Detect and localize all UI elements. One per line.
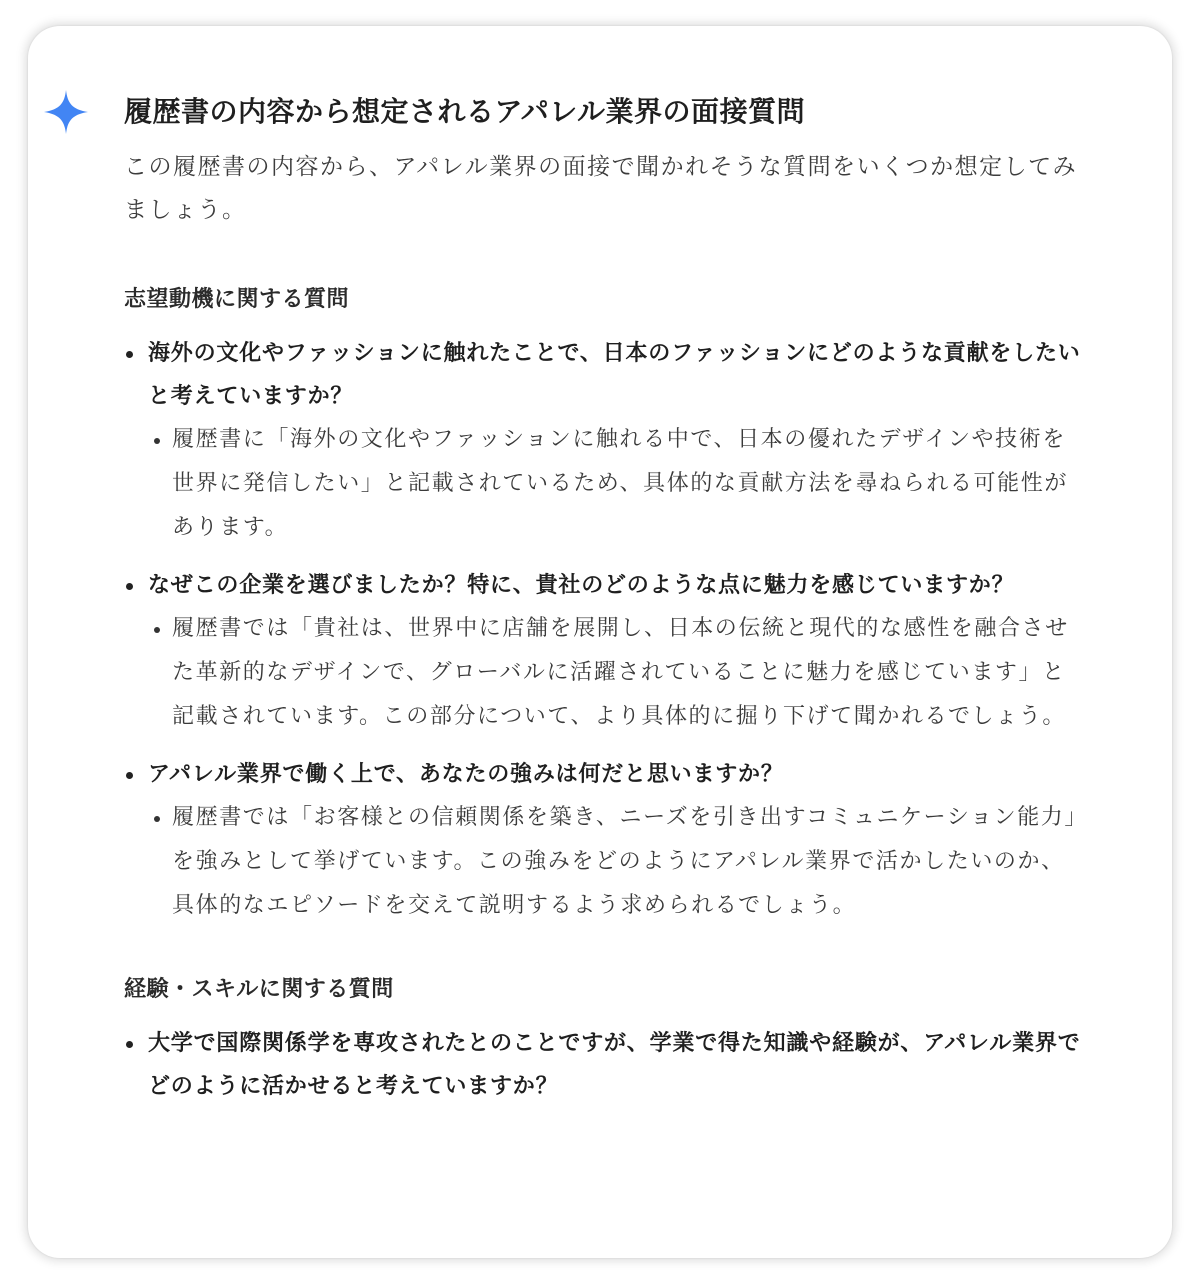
question-text: アパレル業界で働く上で、あなたの強みは何だと思いますか？ <box>148 762 784 787</box>
section-heading: 志望動機に関する質問 <box>124 287 350 312</box>
question-text: 大学で国際関係学を専攻されたとのことですが、学業で得た知識や経験が、アパレル業界でどのように活かせると考えていますか？ <box>148 1031 1081 1099</box>
question-text: 海外の文化やファッションに触れたことで、日本のファッションにどのような貢献をしたいと考えていますか？ <box>148 341 1081 409</box>
sparkle-icon <box>44 90 88 134</box>
note-list <box>148 418 1084 550</box>
section-heading: 経験・スキルに関する質問 <box>124 977 394 1002</box>
note-item <box>148 418 1084 550</box>
note-text: 履歴書では「お客様との信頼関係を築き、ニーズを引き出すコミュニケーション能力」を強みとして挙げています。この強みをどのようにアパレル業界で活かしたいのか、具体的なエピソードを交えて説明するよう求められるでしょう。 <box>172 805 1078 918</box>
note-item <box>148 607 1084 739</box>
note-text: 履歴書に「海外の文化やファッションに触れる中で、日本の優れたデザインや技術を世界に発信したい」と記載されているため、具体的な貢献方法を尋ねられる可能性があります。 <box>172 427 1068 540</box>
question-list <box>124 332 1084 928</box>
question-text: なぜこの企業を選びましたか？特に、貴社のどのような点に魅力を感じていますか？ <box>148 573 1015 598</box>
section-motivation <box>124 282 1084 928</box>
question-item <box>124 753 1084 928</box>
response-content <box>124 90 1084 1122</box>
section-experience-skills <box>124 972 1084 1108</box>
note-item <box>148 796 1084 928</box>
response-intro: この履歴書の内容から、アパレル業界の面接で聞かれそうな質問をいくつか想定してみましょう。 <box>124 154 1078 223</box>
response-title: 履歴書の内容から想定されるアパレル業界の面接質問 <box>124 95 806 128</box>
question-item <box>124 1022 1084 1108</box>
question-list <box>124 1022 1084 1108</box>
question-item <box>124 564 1084 739</box>
question-item <box>124 332 1084 550</box>
note-list <box>148 607 1084 739</box>
note-text: 履歴書では「貴社は、世界中に店舗を展開し、日本の伝統と現代的な感性を融合させた革新的なデザインで、グローバルに活躍されていることに魅力を感じています」と記載されています。この部分について、より具体的に掘り下げて聞かれるでしょう。 <box>172 616 1069 729</box>
response-card <box>28 26 1172 1258</box>
note-list <box>148 796 1084 928</box>
